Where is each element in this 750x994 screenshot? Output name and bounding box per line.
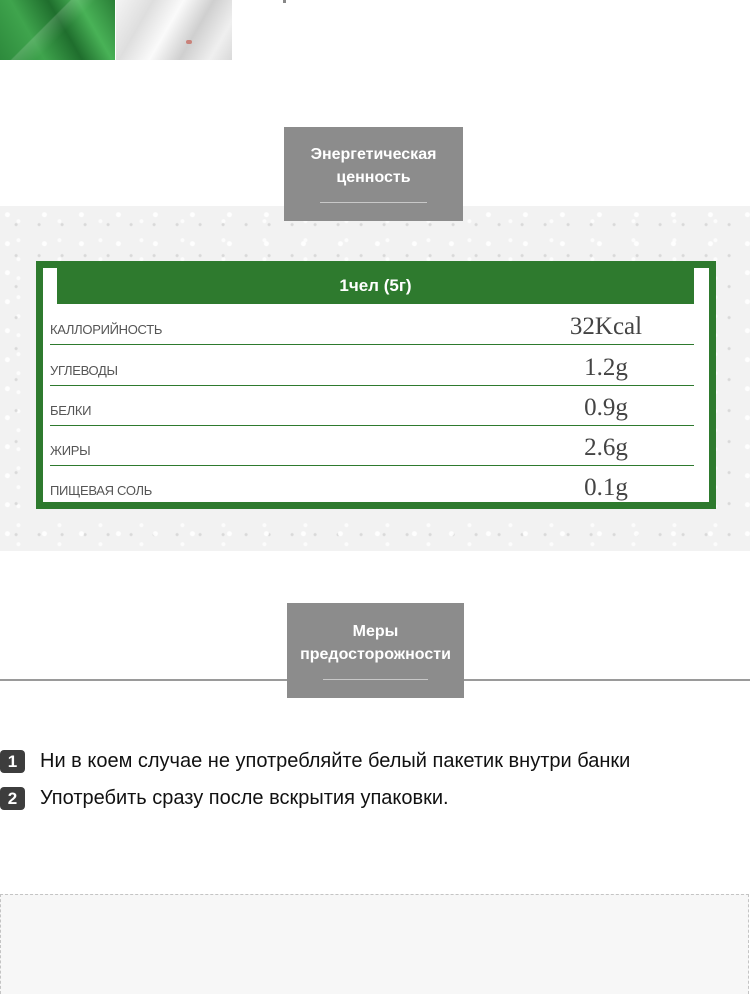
title-underline — [323, 679, 428, 680]
energy-title-text: Энергетическая ценность — [310, 146, 437, 186]
number-badge: 1 — [0, 750, 25, 773]
serving-header: 1чел (5г) — [57, 268, 694, 304]
energy-section-title — [284, 127, 463, 221]
cautions-section-title — [287, 603, 464, 698]
nutrition-value: 2.6g — [584, 434, 628, 461]
nutrition-row-calories — [50, 304, 694, 345]
caution-item — [0, 748, 630, 774]
caution-text: Ни в коем случае не употребляйте белый пакетик внутри банки — [40, 749, 631, 772]
nutrition-value: 0.9g — [584, 394, 628, 421]
product-photo-white — [116, 0, 232, 60]
nutrition-label: БЕЛКИ — [50, 403, 92, 418]
nutrition-label: ЖИРЫ — [50, 443, 91, 458]
nutrition-row-carbs — [50, 345, 694, 386]
text-fragment — [283, 0, 286, 3]
nutrition-row-salt — [50, 465, 694, 505]
caution-text: Употребить сразу после вскрытия упаковки. — [40, 786, 449, 809]
nutrition-row-protein — [50, 385, 694, 426]
nutrition-label: ПИЩЕВАЯ СОЛЬ — [50, 483, 152, 498]
nutrition-value: 1.2g — [584, 354, 628, 381]
title-underline — [320, 202, 427, 203]
nutrition-table — [36, 261, 716, 509]
nutrition-label: УГЛЕВОДЫ — [50, 363, 118, 378]
bottom-panel — [0, 894, 749, 994]
product-photo-green — [0, 0, 115, 60]
cautions-title-text: Меры предосторожности — [300, 623, 451, 663]
caution-item — [0, 785, 449, 811]
number-badge: 2 — [0, 787, 25, 810]
nutrition-row-fat — [50, 425, 694, 466]
nutrition-label: КАЛЛОРИЙНОСТЬ — [50, 322, 163, 337]
nutrition-value: 32Kcal — [569, 313, 643, 340]
nutrition-value: 0.1g — [584, 474, 628, 501]
